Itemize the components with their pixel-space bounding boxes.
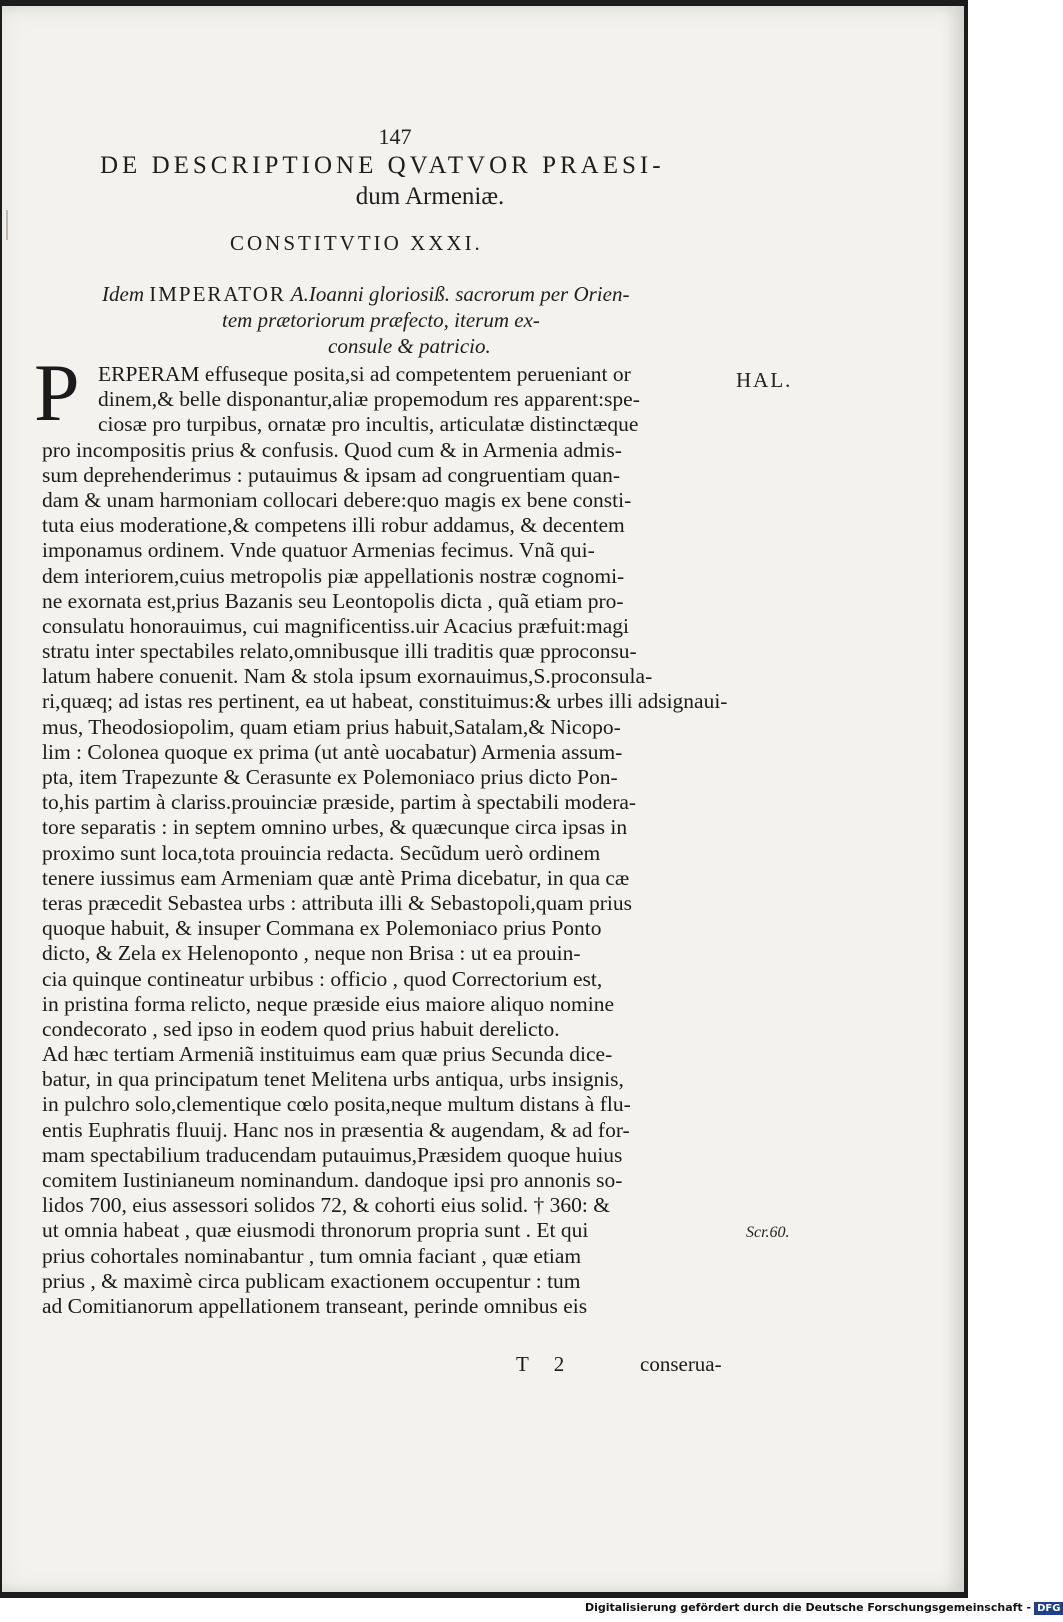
text-line: latum habere conuenit. Nam & stola ipsum exornauimus,S.proconsula- [42,664,653,689]
text-line: ad Comitianorum appellationem transeant, perinde omnibus eis [42,1293,588,1318]
text-line: to,his partim à clariss.prouinciæ præside, partim à spectabili modera- [42,790,637,815]
text-line: imponamus ordinem. Vnde quatuor Armenias fecimus. Vnã qui- [42,538,595,563]
margin-note-hal: HAL. [736,368,793,392]
catchword: conserua- [640,1352,722,1376]
footer-text: Digitalisierung gefördert durch die Deutsche Forschungsgemeinschaft - [585,1601,1032,1614]
title-line-2: dum Armeniæ. [355,183,505,210]
digitization-footer [585,1601,1061,1615]
text-line: pro incompositis prius & confusis. Quod cum & in Armenia admis- [42,437,622,462]
text-line: dem interiorem,cuius metropolis piæ appellationis nostræ cognomi- [42,563,625,588]
inscription-line-3: consule & patricio. [328,334,491,358]
text-line: in pulchro solo,clementique cœlo posita,neque multum distans à flu- [42,1092,631,1117]
page-number: 147 [378,124,412,149]
text-line: lidos 700, eius assessori solidos 72, & cohorti eius solid. † 360: & [42,1193,610,1218]
text-line: dam & unam harmoniam collocari debere:quo magis ex bene consti- [42,487,632,512]
inscription-caps: IMPERATOR [149,282,286,306]
text-line: tore separatis : in septem omnino urbes, & quæcunque circa ipsas in [42,815,628,840]
text-line: teras præcedit Sebastea urbs : attributa illi & Sebastopoli,quam prius [42,890,632,915]
text-line: dicto, & Zela ex Helenoponto , neque non Brisa : ut ea prouin- [42,941,581,966]
text-line: cia quinque contineatur urbibus : officio , quod Correctorium est, [42,966,603,991]
inscription-rest: A.Ioanni gloriosiß. sacrorum per Orien- [285,282,630,306]
text-line: prius cohortales nominabantur , tum omnia faciant , quæ etiam [42,1243,582,1268]
text-line: mus, Theodosiopolim, quam etiam prius habuit,Satalam,& Nicopo- [42,714,621,739]
text-line: stratu inter spectabiles relato,omnibusque illi traditis quæ pproconsu- [42,639,637,664]
text-line: consulatu honorauimus, cui magnificentiss.uir Acacius præfuit:magi [42,613,629,638]
text-line: quoque habuit, & insuper Commana ex Polemoniaco prius Ponto [42,916,602,941]
text-line: ERPERAM effuseque posita,si ad competentem perueniant or [98,362,631,386]
text-line: pta, item Trapezunte & Cerasunte ex Polemoniaco prius dicto Pon- [42,765,618,789]
text-line: tenere iussimus eam Armeniam quæ antè Prima dicebatur, in qua cæ [42,865,630,890]
inscription-line-2: tem prætoriorum præfecto, iterum ex- [222,308,540,332]
text-line: ri,quæq; ad istas res pertinent, ea ut habeat, constituimus:& urbes illi adsignaui- [42,689,728,714]
drop-cap: P [34,347,80,438]
inscription-line-1 [102,282,629,307]
body-text [42,362,742,1319]
text-line: proximo sunt loca,tota prouincia redacta. Secũdum uerò ordinem [42,840,601,865]
signature-mark: T 2 [516,1352,575,1376]
text-line: in pristina forma relicto, neque præside eius maiore aliquo nomine [42,991,614,1016]
text-line: lim : Colonea quoque ex prima (ut antè uocabatur) Armenia assum- [42,739,623,764]
text-line: condecorato , sed ipso in eodem quod prius habuit derelicto. [42,1016,560,1041]
constitution-heading: CONSTITVTIO XXXI. [230,231,483,255]
text-line: Ad hæc tertiam Armeniã instituimus eam quæ prius Secunda dice- [42,1042,613,1067]
text-line: comitem Iustinianeum nominandum. dandoque ipsi pro annonis so- [42,1168,623,1192]
text-line: mam spectabilium traducendam putauimus,Præsidem quoque huius [42,1142,623,1167]
text-line: entis Euphratis fluuij. Hanc nos in præsentia & augendam, & ad for- [42,1117,630,1142]
edge-mark [6,210,12,240]
text-line: ciosæ pro turpibus, ornatæ pro incultis, articulatæ distinctæque [98,412,639,437]
text-line: ut omnia habeat , quæ eiusmodi thronorum propria sunt . Et qui [42,1218,589,1243]
text-line: tuta eius moderatione,& competens illi robur addamus, & decentem [42,513,625,538]
text-line: dinem,& belle disponantur,aliæ propemodum res apparent:spe- [98,387,640,412]
dfg-logo: DFG [1034,1602,1063,1615]
text-line: ne exornata est,prius Bazanis seu Leontopolis dicta , quã etiam pro- [42,588,624,613]
text-line: sum deprehenderimus : putauimus & ipsam ad congruentiam quan- [42,462,620,487]
margin-note-scr: Scr.60. [746,1224,790,1241]
text-line: batur, in qua principatum tenet Melitena urbs antiqua, urbs insignis, [42,1067,624,1092]
inscription-start: Idem [102,282,150,306]
text-line: prius , & maximè circa publicam exactionem occupentur : tum [42,1268,581,1293]
title-line-1: DE DESCRIPTIONE QVATVOR PRAESI- [100,152,665,179]
